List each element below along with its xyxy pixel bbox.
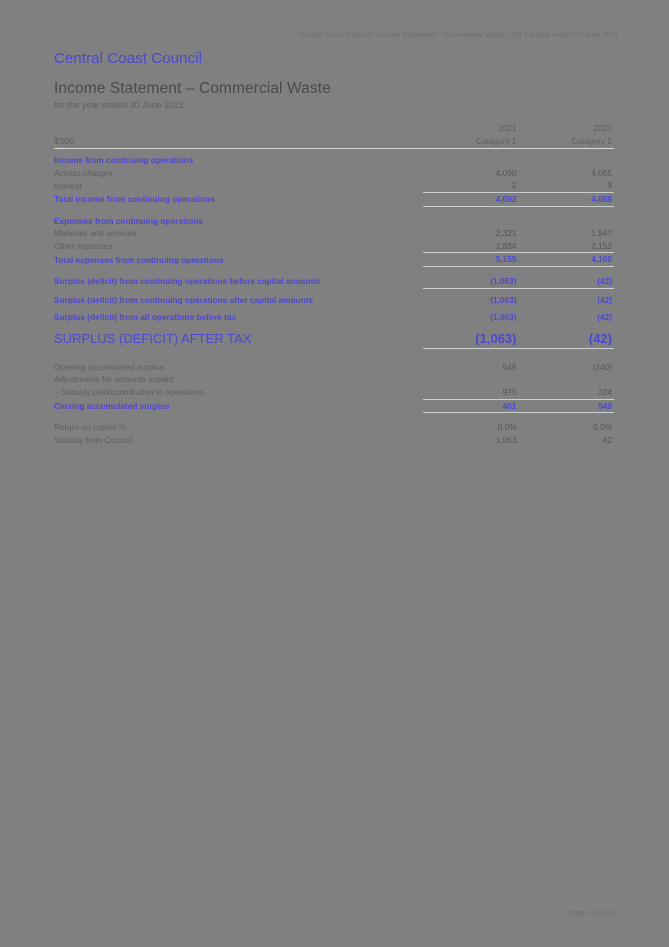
result-row-before-capital [54, 275, 614, 288]
table-row [54, 167, 614, 180]
row-value-total-income-2021: 4,092 [423, 192, 518, 206]
row-label-total-expenses: Total expenses from continuing operations [54, 254, 224, 265]
row-value-opening-surplus-2021: 549 [502, 361, 517, 372]
spacer [54, 348, 614, 361]
table-row [54, 386, 614, 399]
row-value-other-expenses-2021: 2,834 [423, 240, 518, 253]
table-header-category-row [54, 135, 614, 148]
expenses-section-heading: Expenses from continuing operations [54, 215, 203, 226]
spacer-cell [54, 413, 614, 422]
table-row [54, 421, 614, 434]
row-label-subsidy-from-council: Subsidy from Council [54, 434, 133, 445]
row-label-materials-and-services: Materials and services [54, 228, 137, 239]
row-value-other-expenses-2020: 2,153 [519, 240, 615, 253]
row-value-surplus-after-tax-2020: (42) [519, 329, 615, 349]
row-label-other-expenses: Other expenses [54, 241, 113, 252]
units-label: $'000 [54, 135, 75, 146]
expenses-heading-row [54, 215, 614, 228]
row-value-surplus-before-capital-2021: (1,063) [423, 275, 518, 288]
row-value-surplus-after-tax-2021: (1,063) [423, 329, 518, 349]
row-label-subsidy-paid-contribution: – Subsidy paid/contribution to operations [54, 387, 204, 398]
row-label-access-charges: Access charges [54, 167, 113, 178]
row-value-surplus-after-capital-2021: (1,063) [490, 294, 517, 305]
row-label-surplus-after-capital: Surplus (deficit) from continuing operations after capital amounts [54, 294, 314, 305]
page-footer: Page 10 of 29 [568, 908, 615, 917]
row-value-adjustments-2020 [519, 373, 615, 386]
income-total-row [54, 192, 614, 206]
row-value-closing-surplus-2020: 549 [519, 399, 615, 413]
page-subtitle: for the year ended 30 June 2021 [54, 100, 185, 110]
row-value-closing-surplus-2021: 461 [423, 399, 518, 413]
table-row [54, 434, 614, 447]
page-title: Income Statement – Commercial Waste [54, 80, 331, 97]
running-header: Central Coast Council | Income Statement – Commercial Waste | For the year ended 30 June 2021 [299, 30, 619, 39]
row-label-adjustments-unpaid: Adjustments for amounts unpaid: [54, 374, 176, 385]
table-row [54, 240, 614, 253]
row-value-return-on-capital-2021: 0.0% [497, 422, 517, 433]
row-label-opening-accumulated-surplus: Opening accumulated surplus [54, 361, 164, 372]
row-label-closing-accumulated-surplus: Closing accumulated surplus [54, 401, 170, 411]
row-value-interest-2021: 2 [423, 179, 518, 192]
row-value-subsidy-from-council-2021: 1,063 [495, 434, 517, 445]
row-value-surplus-before-capital-2020: (42) [519, 275, 615, 288]
row-value-surplus-after-capital-2020: (42) [597, 294, 612, 305]
income-statement-table [54, 122, 614, 446]
income-section-heading: Income from continuing operations [54, 155, 194, 166]
header-category-2020: Category 1 [571, 135, 612, 146]
row-value-surplus-all-operations-2021: (1,063) [490, 312, 517, 323]
table-row [54, 373, 614, 386]
spacer [54, 206, 614, 215]
expenses-heading-blank-2021 [423, 215, 518, 228]
header-year-2021: 2021 [498, 123, 517, 133]
table-row [54, 227, 614, 240]
spacer-cell [54, 266, 614, 275]
row-value-materials-2020: 1,947 [591, 228, 612, 239]
row-label-surplus-before-capital: Surplus (deficit) from continuing operations before capital amounts [54, 276, 321, 287]
row-value-access-charges-2021: 4,090 [495, 167, 517, 178]
table-row [54, 361, 614, 374]
row-label-surplus-all-operations: Surplus (deficit) from all operations before tax [54, 312, 237, 323]
row-value-total-expenses-2021: 5,155 [423, 253, 518, 267]
spacer [54, 266, 614, 275]
row-label-surplus-after-tax: SURPLUS (DEFICIT) AFTER TAX [54, 331, 252, 347]
surplus-after-tax-row [54, 329, 614, 349]
row-value-access-charges-2020: 4,055 [591, 167, 612, 178]
organisation-title: Central Coast Council [54, 50, 202, 67]
row-value-return-on-capital-2020: 0.0% [593, 422, 612, 433]
table-header-year-row [54, 122, 614, 135]
row-value-subsidy-from-council-2020: 42 [602, 434, 612, 445]
row-value-subsidy-paid-2020: 324 [519, 386, 615, 399]
row-value-opening-surplus-2020: (240) [592, 361, 612, 372]
income-heading-blank-2021 [423, 154, 518, 167]
income-heading-blank-2020 [519, 154, 615, 167]
spacer [54, 413, 614, 422]
row-value-surplus-all-operations-2020: (42) [597, 312, 612, 323]
row-value-total-expenses-2020: 4,100 [519, 253, 615, 267]
spacer-cell [54, 206, 614, 215]
result-row-all-operations [54, 311, 614, 324]
income-heading-row [54, 154, 614, 167]
row-label-interest: Interest [54, 180, 82, 191]
table-row [54, 179, 614, 192]
spacer-cell [54, 348, 614, 361]
header-year-2020: 2020 [593, 123, 612, 133]
expenses-heading-blank-2020 [519, 215, 615, 228]
header-blank-cell [54, 122, 423, 135]
result-row-after-capital [54, 294, 614, 307]
closing-surplus-row [54, 399, 614, 413]
row-value-interest-2020: 3 [519, 179, 615, 192]
row-label-return-on-capital: Return on capital % [54, 422, 127, 433]
header-category-2021: Category 1 [475, 135, 517, 146]
row-value-total-income-2020: 4,058 [519, 192, 615, 206]
row-value-subsidy-paid-2021: 975 [423, 386, 518, 399]
row-value-adjustments-2021 [423, 373, 518, 386]
expenses-total-row [54, 253, 614, 267]
row-label-total-income: Total income from continuing operations [54, 194, 215, 205]
row-value-materials-2021: 2,321 [495, 228, 517, 239]
